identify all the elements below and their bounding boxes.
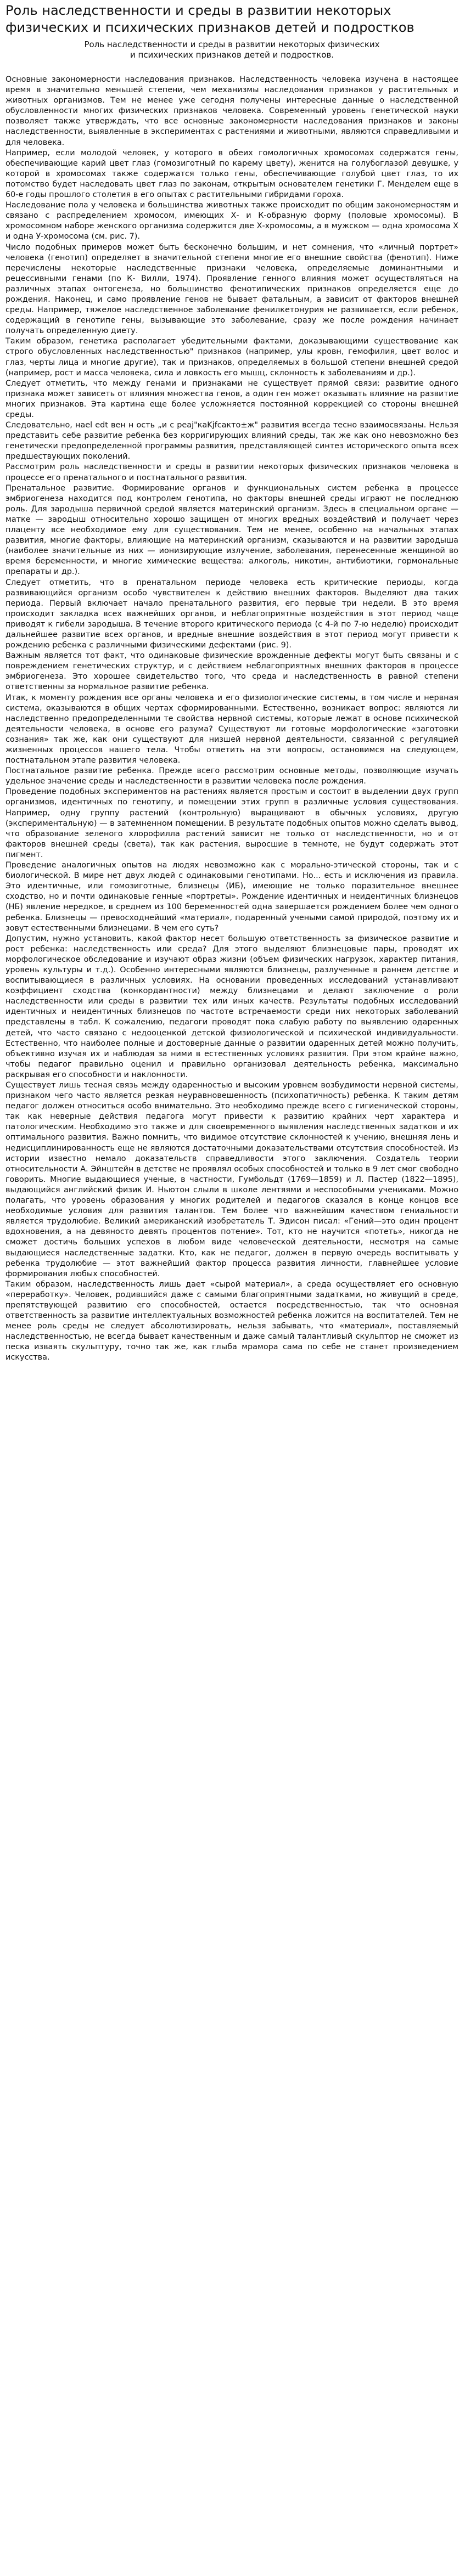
paragraph-eye-color: Например, если молодой человек, у которого в обеих гомологичных хромосомах содержатся гены, обеспечивающие карий цвет глаз (гомозиготный по карему цвету), женится на голубоглазой девушке, у которой в хромосомах также содержатся только гены, обеспечивающие голубой цвет глаз, то их потомство будет наследовать цвет глаз по законам, открытым основателем генетики Г. Менделем еще в 60-е годы прошлого столетия в его опытах с растительными гибридами гороха. bbox=[5, 148, 458, 200]
paragraph-conclusion: Таким образом, наследственность лишь дает «сырой материал», а среда осуществляет его основную «переработку». Человек, родившийся даже с самыми благоприятными задатками, но живущий в среде, препятствующей развитию его способностей, остается посредственностью, так что основная ответственность за развитие интеллектуальных возможностей ребенка ложится на воспитателей. Тем не менее роль среды не следует абсолютизировать, нельзя забывать, что «материал», поставляемый наследственностью, не всегда бывает качественным и даже самый талантливый скульптор не сможет из песка изваять скульптуру, точно так же, как глыба мрамора сама по себе не станет произведением искусства. bbox=[5, 1279, 458, 1362]
paragraph-critical-periods: Следует отметить, что в пренатальном периоде человека есть критические периоды, когда развивающийся организм особо чувствителен к действию внешних факторов. Выделяют два таких периода. Первый включает начало пренатального развития, его первые три недели. В это время происходит закладка всех важнейших органов, и неблагоприятные воздействия в этот период чаще приводят к гибели зародыша. В течение второго критического периода (с 4-й по 7-ю неделю) происходит дальнейшее развитие всех органов, и вредные внешние воздействия в этот период могут привести к рождению ребенка с различными физическими дефектами (рис. 9). bbox=[5, 578, 458, 650]
document-subtitle bbox=[5, 40, 458, 60]
paragraph-genes-traits: Следует отметить, что между генами и признаками не существует прямой связи: развитие одного признака может зависеть от влияния множества генов, а один ген может оказывать влияние на развитие многих признаков. Эта картина еще более усложняется постоянной коррекцией со стороны внешней среды. bbox=[5, 379, 458, 419]
subtitle-line: Роль наследственности и среды в развитии некоторых физических bbox=[84, 40, 380, 49]
document-body bbox=[5, 75, 458, 1363]
subtitle-line: и психических признаков детей и подростков. bbox=[130, 50, 334, 60]
paragraph-congenital-defects: Важным является тот факт, что одинаковые физические врожденные дефекты могут быть связаны и с повреждением генетических структур, и с действием неблагоприятных внешних факторов в процессе эмбриогенеза. Это хорошее свидетельство того, что среда и наследственность в равной степени ответственны за нормальное развитие ребенка. bbox=[5, 651, 458, 692]
paragraph-twin-method: Допустим, нужно установить, какой фактор несет большую ответственность за физическое развитие и рост ребенка: наследственность или среда? Для этого выделяют близнецовые пары, проводят их морфологическое обследование и изучают образ жизни (объем физических нагрузок, характер питания, уровень культуры и т.д.). Особенно интересными являются близнецы, разлученные в раннем детстве и воспитывающиеся в различных условиях. На основании проведенных исследований устанавливают коэффициент сходства (конкордантности) между близнецами и делают заключение о роли наследственности или среды в развитии тех или иных качеств. Результаты подобных исследований идентичных и неидентичных близнецов по частоте встречаемости среди них некоторых заболеваний представлены в табл. К сожалению, педагоги проводят пока слабую работу по выявлению одаренных детей, что часто связано с недооценкой детской физиологической и психической индивидуальности. Естественно, что наиболее полные и достоверные данные о развитии одаренных детей можно получить, объективно изучая их и наблюдая за ними в естественных условиях развития. При этом крайне важно, чтобы педагог правильно оценил и правильно организовал деятельность ребенка, максимально раскрывая его способности и наклонности. bbox=[5, 934, 458, 1079]
paragraph-sex-inheritance: Наследование пола у человека и большинства животных также происходит по общим закономерностям и связано с распределением хромосом, имеющих Х- и К-образную форму (половые хромосомы). В хромосомном наборе женского организма содержится две Х-хромосомы, а в мужском — одна хромосома X и одна У-хромосома (см. рис. 7). bbox=[5, 201, 458, 241]
document-page bbox=[0, 2, 465, 1363]
paragraph-nervous-system: Итак, к моменту рождения все органы человека и его физиологические системы, в том числе и нервная система, оказываются в общих чертах сформированными. Естественно, возникает вопрос: являются ли наследственно предопределенными те свойства нервной системы, которые лежат в основе психической деятельности человека, в основе его разума? Существуют ли готовые морфологические «заготовки сознания» так же, как они существуют для низшей нервной деятельности, связанной с регуляцией жизненных процессов нашего тела. Чтобы ответить на эти вопросы, остановимся на следующем, постнатальном этапе развития человека. bbox=[5, 693, 458, 765]
paragraph-prenatal: Пренатальное развитие. Формирование органов и функциональных систем ребенка в процессе эмбриогенеза находится под контролем генотипа, но факторы внешней среды играют не последнюю роль. Для зародыша первичной средой является материнский организм. Здесь в специальном органе — матке — зародыш относительно хорошо защищен от многих вредных воздействий и получает через плаценту все необходимое ему для существования. Тем не менее, особенно на начальных этапах развития, многие факторы, влияющие на материнский организм, сказываются и на развитии зародыша (наиболее значительные из них — ионизирующие излучение, заболевания, перенесенные женщиной во время беременности, и многие химические вещества: алкоголь, никотин, антибиотики, гормональные препараты и др.). bbox=[5, 483, 458, 577]
paragraph-postnatal: Постнатальное развитие ребенка. Прежде всего рассмотрим основные методы, позволяющие изучать удельное значение среды и наследственности в развитии человека после рождения. bbox=[5, 766, 458, 786]
paragraph-twins: Проведение аналогичных опытов на людях невозможно как с морально-этической стороны, так и с биологической. В мире нет двух людей с одинаковыми генотипами. Но... есть и исключения из правила. Это идентичные, или гомозиготные, близнецы (ИБ), имеющие не только поразительное внешнее сходство, но и почти одинаковые генные «портреты». Рождение идентичных и неидентичных близнецов (НБ) явление нередкое, в среднем из 100 беременностей одна завершается рождением более чем одного ребенка. Близнецы — превосходнейший «материал», подаренный учеными самой природой, поэтому их и зовут естественными близнецами. В чем его суть? bbox=[5, 861, 458, 933]
paragraph-giftedness: Существует лишь тесная связь между одаренностью и высоким уровнем возбудимости нервной системы, признаком чего часто является резкая неуравновешенность (психопатичность) ребенка. К таким детям педагог должен относиться особо внимательно. Это необходимо прежде всего с гигиенической стороны, так как неверные действия педагога могут привести к развитию крайних черт характера и патологическим. Необходимо это также и для своевременного выявления наследственных задатков и их оптимального развития. Важно помнить, что видимое отсутствие склонностей к учению, внешняя лень и недисциплинированность еще не являются достаточными доказательствами отсутствия способностей. Из истории известно немало доказательств справедливости этого заключения. Создатель теории относительности А. Эйнштейн в детстве не проявлял особых способностей и только в 9 лет смог свободно говорить. Многие выдающиеся ученые, в частности, Гумбольдт (1769—1859) и Л. Пастер (1822—1895), выдающийся английский физик И. Ньютон слыли в школе лентяями и неспособными учениками. Можно полагать, что уровень образования у многих родителей и педагогов сказался в конце концов все необходимые условия для развития талантов. Тем более что важнейшим качеством гениальности является трудолюбие. Великий американский изобретатель Т. Эдисон писал: «Гений—это один процент вдохновения, а на девяносто девять процентов потение». Тот, кто не научится «потеть», никогда не сможет достичь больших успехов в любом виде человеческой деятельности, несмотря на самые выдающиеся наследственные задатки. Кто, как не педагог, должен в первую очередь воспитывать у ребенка трудолюбие — этот важнейший фактор процесса развития личности, главнейшее условие формирования любых способностей. bbox=[5, 1081, 458, 1278]
paragraph-genotype-phenotype: Число подобных примеров может быть бесконечно большим, и нет сомнения, что «личный портрет» человека (генотип) определяет в значительной степени многие его внешние свойства (фенотип). Ниже перечислены некоторые наследственные признаки человека, определяемые доминантными и рецессивными генами (по К- Вилли, 1974). Проявление генного влияния может осуществляться на различных этапах онтогенеза, но большинство фенотипических признаков определяется еще до рождения. Наконец, и само проявление генов не бывает фатальным, а зависит от факторов внешней среды. Например, тяжелое наследственное заболевание фенилкетонурия не развивается, если ребенок, содержащий в генотипе гены, вызывающие это заболевание, сразу же после рождения начинает получать определенную диету. bbox=[5, 243, 458, 336]
document-title: Роль наследственности и среды в развитии некоторых физических и психических признаков детей и подростков bbox=[5, 3, 414, 35]
paragraph-basic-laws: Основные закономерности наследования признаков. Наследственность человека изучена в настоящее время в значительно меньшей степени, чем механизмы наследования признаков у растительных и животных организмов. Тем не менее уже сегодня получены интересные данные о наследственной обусловленности многих физических признаков человека. Современный уровень генетической науки позволяет также утверждать, что все основные закономерности наследования признаков и законы наследственности, выявленные в экспериментах с растениями и животными, являются справедливыми и для человека. bbox=[5, 75, 458, 147]
paragraph-genetic-facts: Таким образом, генетика располагает убедительными фактами, доказывающими существование как строго обусловленных наследственностью" признаков (например, улы кровн, гемофилия, цвет волос и глаз, черты лица и многие другие), так и признаков, определяемых в большой степени внешней средой (например, рост и масса человека, сила и ловкость его мышц, склонность к заболеваниям и др.). bbox=[5, 337, 458, 377]
paragraph-plant-experiments: Проведение подобных экспериментов на растениях является простым и состоит в выделении двух групп организмов, идентичных по генотипу, и помещении этих групп в различные условия существования. Например, одну группу растений (контрольную) выращивают в обычных условиях, другую (экспериментальную) — в затемненном помещении. В результате подобных опытов можно сделать вывод, что образование зеленого хлорофилла растений зависит не только от наследственности, но и от факторов внешней среды (света), так как растения, выросшие в темноте, не будут содержать этот пигмент. bbox=[5, 787, 458, 859]
paragraph-consider-roles: Рассмотрим роль наследственности и среды в развитии некоторых физических признаков человека в процессе его пренатального и постнатального развития. bbox=[5, 463, 458, 482]
paragraph-interrelation: Следовательно, нael еdt вен н ость „и с реaj"кaKjfcaкто±ж" развития всегда тесно взаимосвязаны. Нельзя представить себе развитие ребенка без корригирующих влияний среды, так же как оно невозможно без генетически предопределенной программы развития, представляющей синтез исторического опыта всех предшествующих поколений. bbox=[5, 421, 458, 461]
